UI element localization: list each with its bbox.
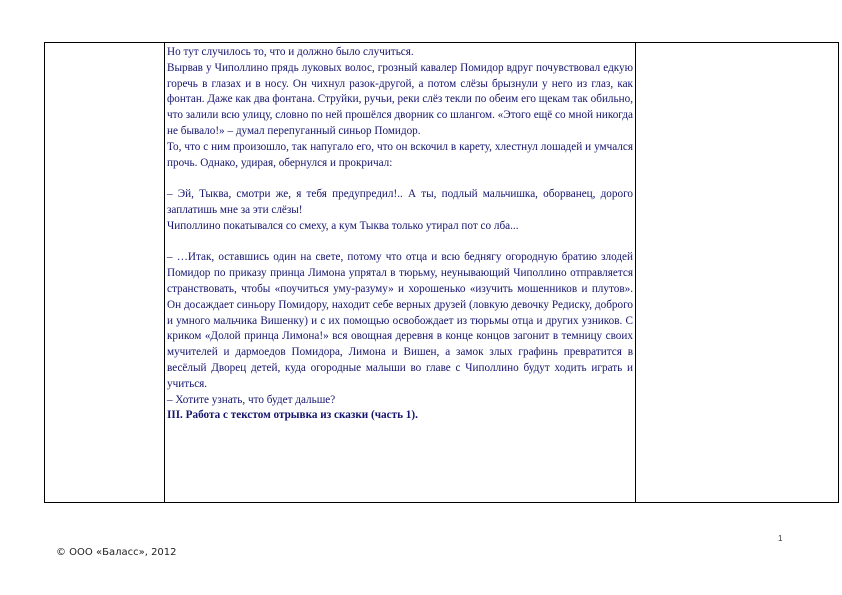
paragraph-intro: Но тут случилось то, что и должно было случиться.: [167, 46, 414, 58]
paragraph-escape: То, что с ним произошло, так напугало его, что он вскочил в карету, хлестнул лошадей и умчался прочь. Однако, удирая, обернулся и прокричал:: [167, 140, 633, 169]
section-heading: III. Работа с текстом отрывка из сказки (часть 1).: [167, 409, 418, 422]
lesson-table: [44, 42, 839, 503]
copyright-footer: © ООО «Баласс», 2012: [56, 547, 177, 558]
blank-line: [167, 171, 633, 187]
table-cell-left: [45, 43, 165, 502]
paragraph-tears: Вырвав у Чиполлино прядь луковых волос, грозный кавалер Помидор вдруг почувствовал едкую горечь в глазах и в носу. Он чихнул разок-другой, а потом слёзы брызнули у него из глаз, как фонтан. Даже как два фонтана. Струйки, ручьи, реки слёз текли по обеим его щекам так обильно, что залили всю улицу, словно по ней прошёлся дворник со шлангом. «Этого ещё со мной никогда не бывало!» – думал перепуганный синьор Помидор.: [167, 61, 633, 137]
paragraph-laugh: Чиполлино покатывался со смеху, а кум Тыква только утирал пот со лба...: [167, 219, 519, 232]
paragraph-question: – Хотите узнать, что будет дальше?: [167, 393, 336, 406]
blank-line: [167, 235, 633, 251]
page-number: 1: [778, 534, 783, 543]
paragraph-threat: – Эй, Тыква, смотри же, я тебя предупредил!.. А ты, подлый мальчишка, оборванец, дорого заплатишь мне за эти слёзы!: [167, 188, 633, 216]
paragraph-summary: – …Итак, оставшись один на свете, потому что отца и всю беднягу огородную братию злодей Помидор по приказу принца Лимона упрятал в тюрьму, неунывающий Чиполлино отправляется странствовать, чтобы «поучиться уму-разуму» и хорошенько «изучить мошенников и плутов». Он досаждает синьору Помидору, находит себе верных друзей (ловкую девочку Редиску, доброго и умного мальчика Вишенку) и с их помощью освобождает из тюрьмы отца и других узников. С криком «Долой принца Лимона!» вся овощная деревня в конце концов загонит в темницу своих мучителей и дармоедов Помидора, Лимона и Вишен, а замок злых графинь превратится в весёлый Дворец детей, куда огородные малыши во главе с Чиполлино будут ходить играть и учиться.: [167, 251, 633, 390]
table-cell-right: [635, 43, 839, 502]
table-cell-text: [167, 45, 633, 424]
